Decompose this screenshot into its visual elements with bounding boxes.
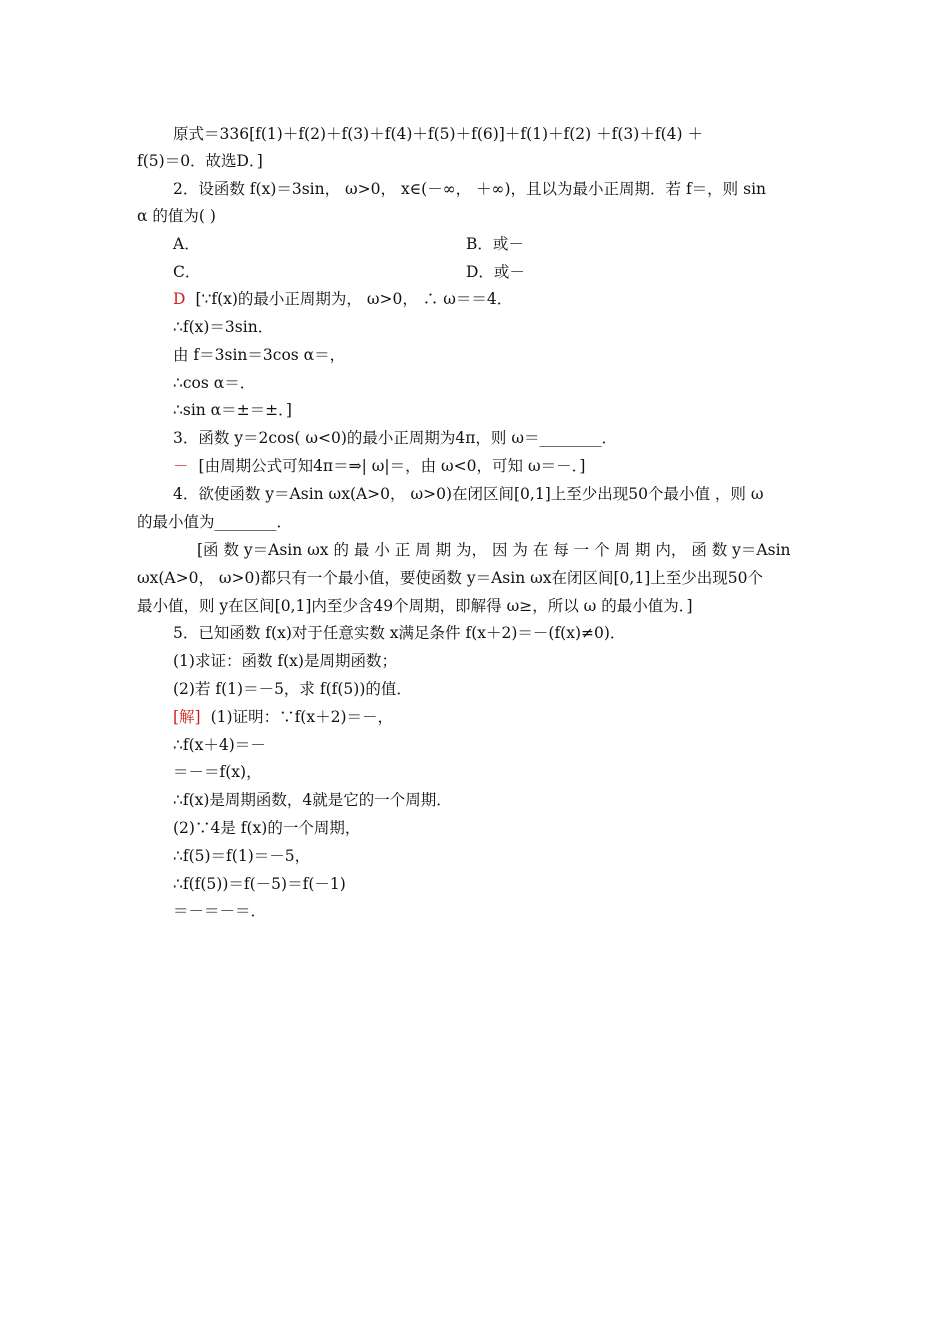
question-2-stem: 2．设函数 f(x)＝3sin， ω>0， x∈(－∞， ＋∞)，且以为最小正周期．若 f＝，则 sin bbox=[173, 180, 767, 198]
option-a: A． bbox=[173, 235, 200, 253]
text-line: 的最小值为________． bbox=[137, 513, 293, 531]
text-line: ＝－＝f(x)， bbox=[173, 763, 262, 781]
answer-3-mark: － bbox=[173, 457, 189, 475]
question-4-stem: 4．欲使函数 y＝Asin ωx(A>0， ω>0)在闭区间[0,1]上至少出现50个最小值 ，则 ω bbox=[173, 485, 764, 503]
text-line: ∴cos α＝． bbox=[173, 374, 256, 392]
text-line: (2)若 f(1)＝－5，求 f(f(5))的值． bbox=[173, 680, 412, 698]
text-line: ∴f(f(5))＝f(－5)＝f(－1) bbox=[173, 875, 346, 893]
answer-3-line bbox=[173, 456, 585, 476]
text-line: ∴f(x)是周期函数，4就是它的一个周期． bbox=[173, 791, 452, 809]
question-3-stem: 3．函数 y＝2cos( ω<0)的最小正周期为4π，则 ω＝________． bbox=[173, 429, 617, 447]
text-line: 最小值，则 y在区间[0,1]内至少含49个周期，即解得 ω≥，所以 ω 的最小值为．] bbox=[137, 597, 693, 615]
answer-2-line bbox=[173, 289, 512, 309]
text-line: ωx(A>0， ω>0)都只有一个最小值，要使函数 y＝Asin ωx在闭区间[0,1]上至少出现50个 bbox=[137, 569, 763, 587]
option-b: B．或－ bbox=[466, 235, 524, 253]
text-line: f(5)＝0．故选D．] bbox=[137, 152, 263, 170]
option-d: D．或－ bbox=[466, 263, 525, 281]
text-line: ∴sin α＝±＝±．] bbox=[173, 401, 292, 419]
text-line: [∵f(x)的最小正周期为， ω>0， ∴ ω＝＝4． bbox=[195, 290, 513, 308]
answer-4-line: [函 数 y＝Asin ωx 的 最 小 正 周 期 为， 因 为 在 每 一 个 周 期 内， 函 数 y＝Asin bbox=[197, 541, 791, 559]
text-line: ∴f(x＋4)＝－ bbox=[173, 736, 266, 754]
text-line: ∴f(x)＝3sin． bbox=[173, 318, 274, 336]
text-line: (1)证明：∵f(x＋2)＝－， bbox=[210, 708, 393, 726]
text-line: [由周期公式可知4π＝⇒| ω|＝，由 ω<0，可知 ω＝－．] bbox=[198, 457, 586, 475]
text-line: ∴f(5)＝f(1)＝－5， bbox=[173, 847, 311, 865]
text-line: (2)∵4是 f(x)的一个周期， bbox=[173, 819, 361, 837]
text-line: 由 f＝3sin＝3cos α＝， bbox=[173, 346, 346, 364]
answer-2-mark: D bbox=[173, 290, 186, 308]
solution-5-mark: [解] bbox=[173, 708, 201, 726]
option-c: C． bbox=[173, 263, 201, 281]
solution-5-line bbox=[173, 707, 393, 727]
text-line: α 的值为( ) bbox=[137, 207, 216, 225]
text-line: ＝－＝－＝． bbox=[173, 902, 267, 920]
question-5-stem: 5．已知函数 f(x)对于任意实数 x满足条件 f(x＋2)＝－(f(x)≠0)． bbox=[173, 624, 626, 642]
text-line: (1)求证：函数 f(x)是周期函数； bbox=[173, 652, 397, 670]
text-line: 原式＝336[f(1)＋f(2)＋f(3)＋f(4)＋f(5)＋f(6)]＋f(1)＋f(2) ＋f(3)＋f(4) ＋ bbox=[173, 125, 703, 143]
